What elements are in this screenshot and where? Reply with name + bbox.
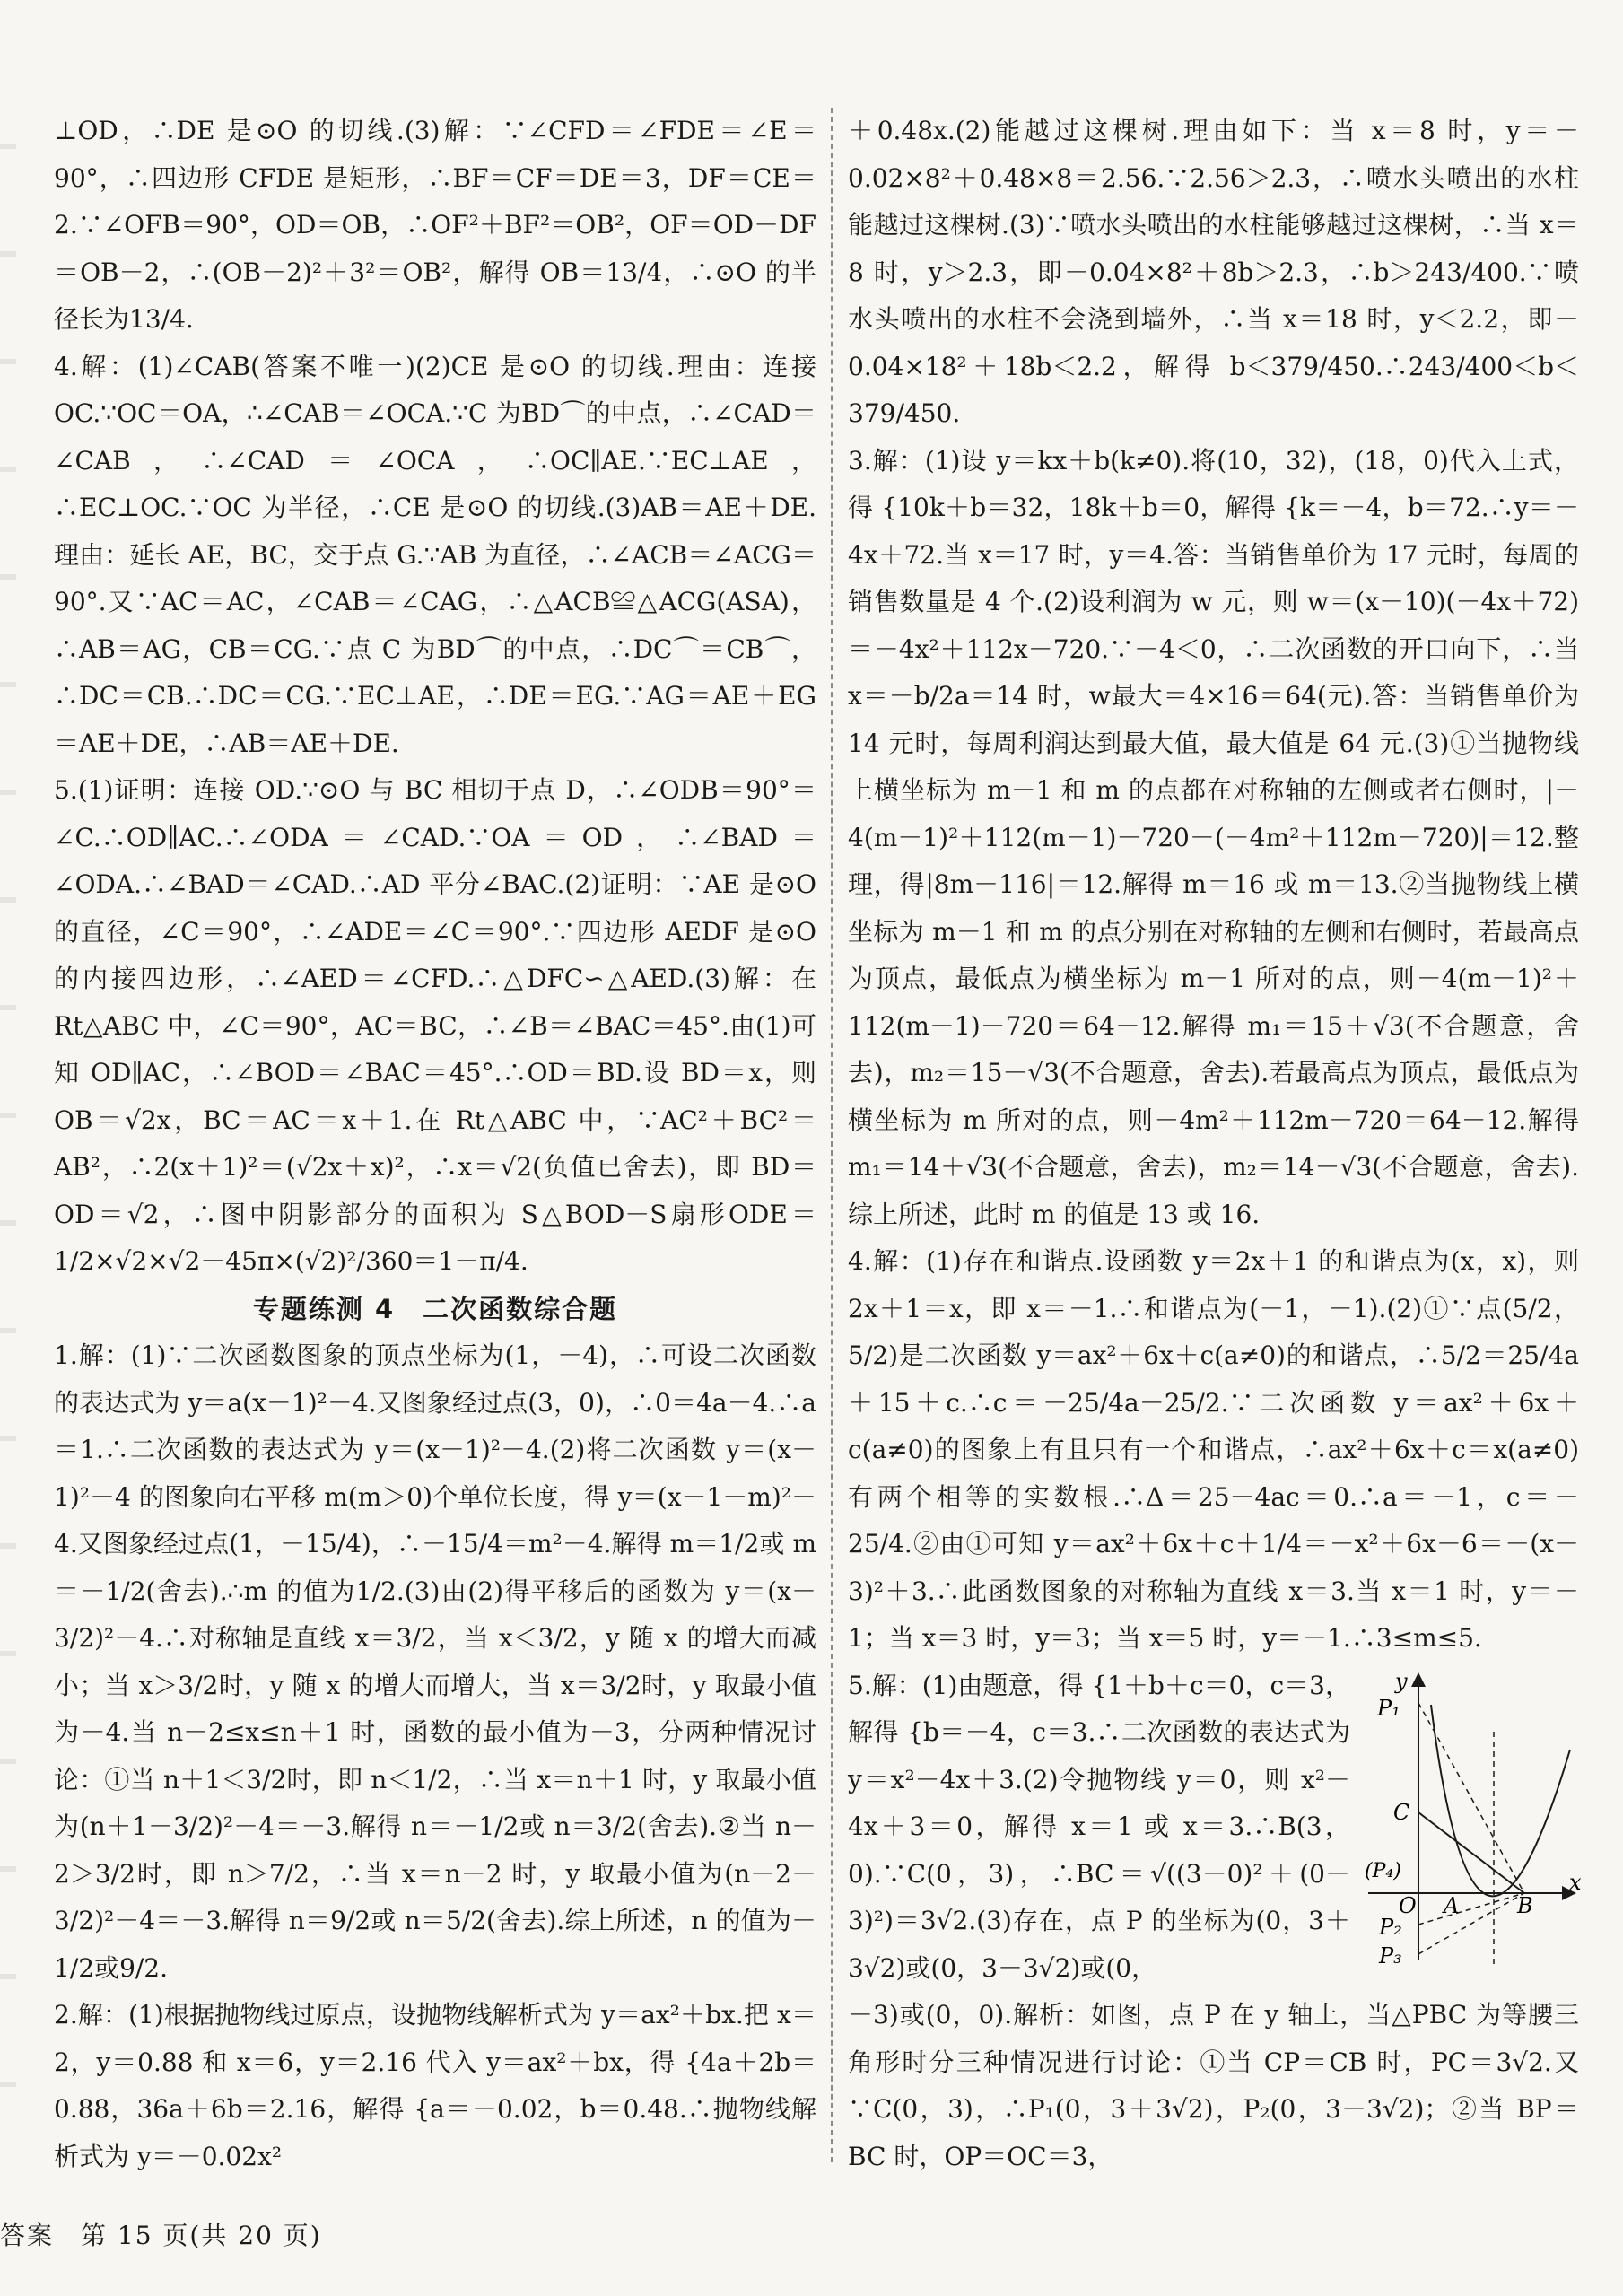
section-heading: 专题练测 4 二次函数综合题 <box>252 1293 618 1324</box>
label-p1: P₁ <box>1377 1696 1400 1721</box>
segment-p3b <box>1418 1893 1524 1954</box>
right-para-4: 5.解：(1)由题意，得 {1＋b＋c＝0，c＝3，解得 {b＝－4，c＝3.∴二次函数的表达式为 y＝x²－4x＋3.(2)令抛物线 y＝0，则 x²－4x＋3＝0，解得 x＝1 或 x＝3.∴B(3，0).∵C(0，3)，∴BC＝√((3－0)²＋(0－3)²)＝3√2.(3)存在，点 P 的坐标为(0，3＋3√2)或(0，3－3√2)或(0， <box>848 1670 1350 1983</box>
column-divider <box>831 108 833 2162</box>
segment-p2b <box>1418 1893 1524 1925</box>
label-x: x <box>1569 1870 1582 1895</box>
parabola-diagram <box>1359 1669 1584 1965</box>
left-para-2: 4.解：(1)∠CAB(答案不唯一)(2)CE 是⊙O 的切线.理由：连接 OC.∵OC＝OA，∴∠CAB＝∠OCA.∵C 为BD⌒的中点，∴∠CAD＝∠CAB，∴∠CAD＝∠OCA，∴OC∥AE.∵EC⊥AE，∴EC⊥OC.∵OC 为半径，∴CE 是⊙O 的切线.(3)AB＝AE＋DE.理由：延长 AE，BC，交于点 G.∵AB 为直径，∴∠ACB＝∠ACG＝90°.又∵AC＝AC，∠CAB＝∠CAG，∴△ACB≌△ACG(ASA)，∴AB＝AG，CB＝CG.∵点 C 为BD⌒的中点，∴DC⌒＝CB⌒，∴DC＝CB.∴DC＝CG.∵EC⊥AE，∴DE＝EG.∵AG＝AE＋EG＝AE＋DE，∴AB＝AE＋DE. <box>54 351 816 758</box>
label-p4: (P₄) <box>1365 1860 1401 1882</box>
label-a: A <box>1444 1893 1460 1918</box>
left-para-1: ⊥OD，∴DE 是⊙O 的切线.(3)解：∵∠CFD＝∠FDE＝∠E＝90°，∴四边形 CFDE 是矩形，∴BF＝CF＝DE＝3，DF＝CE＝2.∵∠OFB＝90°，OD＝OB，∴OF²＋BF²＝OB²，OF＝OD－DF＝OB－2，∴(OB－2)²＋3²＝OB²，解得 OB＝13/4，∴⊙O 的半径长为13/4. <box>54 116 816 334</box>
right-para-1: ＋0.48x.(2)能越过这棵树.理由如下：当 x＝8 时，y＝－0.02×8²＋0.48×8＝2.56.∵2.56＞2.3，∴喷水头喷出的水柱能越过这棵树.(3)∵喷水头喷出的水柱能够越过这棵树，∴当 x＝8 时，y＞2.3，即－0.04×8²＋8b＞2.3，∴b＞243/400.∵喷水头喷出的水柱不会浇到墙外，∴当 x＝18 时，y＜2.2，即－0.04×18²＋18b＜2.2，解得 b＜379/450.∴243/400＜b＜379/450. <box>848 116 1579 428</box>
left-para-3: 5.(1)证明：连接 OD.∵⊙O 与 BC 相切于点 D，∴∠ODB＝90°＝∠C.∴OD∥AC.∴∠ODA＝∠CAD.∵OA＝OD，∴∠BAD＝∠ODA.∴∠BAD＝∠CAD.∴AD 平分∠BAC.(2)证明：∵AE 是⊙O 的直径，∠C＝90°，∴∠ADE＝∠C＝90°.∵四边形 AEDF 是⊙O 的内接四边形，∴∠AED＝∠CFD.∴△DFC∽△AED.(3)解：在 Rt△ABC 中，∠C＝90°，AC＝BC，∴∠B＝∠BAC＝45°.由(1)可知 OD∥AC，∴∠BOD＝∠BAC＝45°.∴OD＝BD.设 BD＝x，则 OB＝√2x，BC＝AC＝x＋1.在 Rt△ABC 中，∵AC²＋BC²＝AB²，∴2(x＋1)²＝(√2x＋x)²，∴x＝√2(负值已舍去)，即 BD＝OD＝√2，∴图中阴影部分的面积为 S△BOD－S扇形ODE＝1/2×√2×√2－45π×(√2)²/360＝1－π/4. <box>54 775 816 1276</box>
left-column <box>54 108 816 2180</box>
label-b: B <box>1517 1893 1533 1918</box>
parabola-curve <box>1431 1705 1570 1896</box>
label-p3: P₃ <box>1379 1943 1402 1965</box>
label-c: C <box>1393 1800 1410 1825</box>
left-para-5: 2.解：(1)根据抛物线过原点，设抛物线解析式为 y＝ax²＋bx.把 x＝2，y＝0.88 和 x＝6，y＝2.16 代入 y＝ax²＋bx，得 {4a＋2b＝0.88，36a＋6b＝2.16，解得 {a＝－0.02，b＝0.48.∴抛物线解析式为 y＝－0.02x² <box>54 2000 816 2171</box>
label-p2: P₂ <box>1379 1915 1402 1940</box>
binding-edge <box>0 108 16 2171</box>
right-para-3: 4.解：(1)存在和谐点.设函数 y＝2x＋1 的和谐点为(x，x)，则 2x＋1＝x，即 x＝－1.∴和谐点为(－1，－1).(2)①∵点(5/2，5/2)是二次函数 y＝ax²＋6x＋c(a≠0)的和谐点，∴5/2＝25/4a＋15＋c.∴c＝－25/4a－25/2.∵二次函数 y＝ax²＋6x＋c(a≠0)的图象上有且只有一个和谐点，∴ax²＋6x＋c＝x(a≠0)有两个相等的实数根.∴Δ＝25－4ac＝0.∴a＝－1，c＝－25/4.②由①可知 y＝ax²＋6x＋c＋1/4＝－x²＋6x－6＝－(x－3)²＋3.∴此函数图象的对称轴为直线 x＝3.当 x＝1 时，y＝－1；当 x＝3 时，y＝3；当 x＝5 时，y＝－1.∴3≤m≤5. <box>848 1246 1579 1653</box>
page-footer: 答案 第 15 页(共 20 页) <box>0 2221 322 2250</box>
segment-p1b <box>1418 1703 1524 1893</box>
right-para-5: －3)或(0，0).解析：如图，点 P 在 y 轴上，当△PBC 为等腰三角形时分三种情况进行讨论：①当 CP＝CB 时，PC＝3√2.又∵C(0，3)，∴P₁(0，3＋3√2)，P₂(0，3－3√2)；②当 BP＝BC 时，OP＝OC＝3， <box>848 2000 1579 2171</box>
parabola-figure <box>1359 1669 1584 1965</box>
label-o: O <box>1399 1893 1417 1918</box>
left-para-4: 1.解：(1)∵二次函数图象的顶点坐标为(1，－4)，∴可设二次函数的表达式为 y＝a(x－1)²－4.又图象经过点(3，0)，∴0＝4a－4.∴a＝1.∴二次函数的表达式为 y＝(x－1)²－4.(2)将二次函数 y＝(x－1)²－4 的图象向右平移 m(m＞0)个单位长度，得 y＝(x－1－m)²－4.又图象经过点(1，－15/4)，∴－15/4＝m²－4.解得 m＝1/2或 m＝－1/2(舍去).∴m 的值为1/2.(3)由(2)得平移后的函数为 y＝(x－3/2)²－4.∴对称轴是直线 x＝3/2，当 x＜3/2，y 随 x 的增大而减小；当 x＞3/2时，y 随 x 的增大而增大，当 x＝3/2时，y 取最小值为－4.当 n－2≤x≤n＋1 时，函数的最小值为－3，分两种情况讨论：①当 n＋1＜3/2时，即 n＜1/2，∴当 x＝n＋1 时，y 取最小值为(n＋1－3/2)²－4＝－3.解得 n＝－1/2或 n＝3/2(舍去).②当 n－2＞3/2时，即 n＞7/2，∴当 x＝n－2 时，y 取最小值为(n－2－3/2)²－4＝－3.解得 n＝9/2或 n＝5/2(舍去).综上所述，n 的值为－1/2或9/2. <box>54 1340 816 1983</box>
label-y: y <box>1395 1669 1408 1694</box>
segment-cb <box>1418 1812 1524 1893</box>
right-para-2: 3.解：(1)设 y＝kx＋b(k≠0).将(10，32)，(18，0)代入上式，得 {10k＋b＝32，18k＋b＝0，解得 {k＝－4，b＝72.∴y＝－4x＋72.当 x＝17 时，y＝4.答：当销售单价为 17 元时，每周的销售数量是 4 个.(2)设利润为 w 元，则 w＝(x－10)(－4x＋72)＝－4x²＋112x－720.∵－4＜0，∴二次函数的开口向下，∴当 x＝－b/2a＝14 时，w最大＝4×16＝64(元).答：当销售单价为 14 元时，每周利润达到最大值，最大值是 64 元.(3)①当抛物线上横坐标为 m－1 和 m 的点都在对称轴的左侧或者右侧时，|－4(m－1)²＋112(m－1)－720－(－4m²＋112m－720)|＝12.整理，得|8m－116|＝12.解得 m＝16 或 m＝13.②当抛物线上横坐标为 m－1 和 m 的点分别在对称轴的左侧和右侧时，若最高点为顶点，最低点为横坐标为 m－1 所对的点，则－4(m－1)²＋112(m－1)－720＝64－12.解得 m₁＝15＋√3(不合题意，舍去)，m₂＝15－√3(不合题意，舍去).若最高点为顶点，最低点为横坐标为 m 所对的点，则－4m²＋112m－720＝64－12.解得 m₁＝14＋√3(不合题意，舍去)，m₂＝14－√3(不合题意，舍去).综上所述，此时 m 的值是 13 或 16. <box>848 445 1579 1229</box>
